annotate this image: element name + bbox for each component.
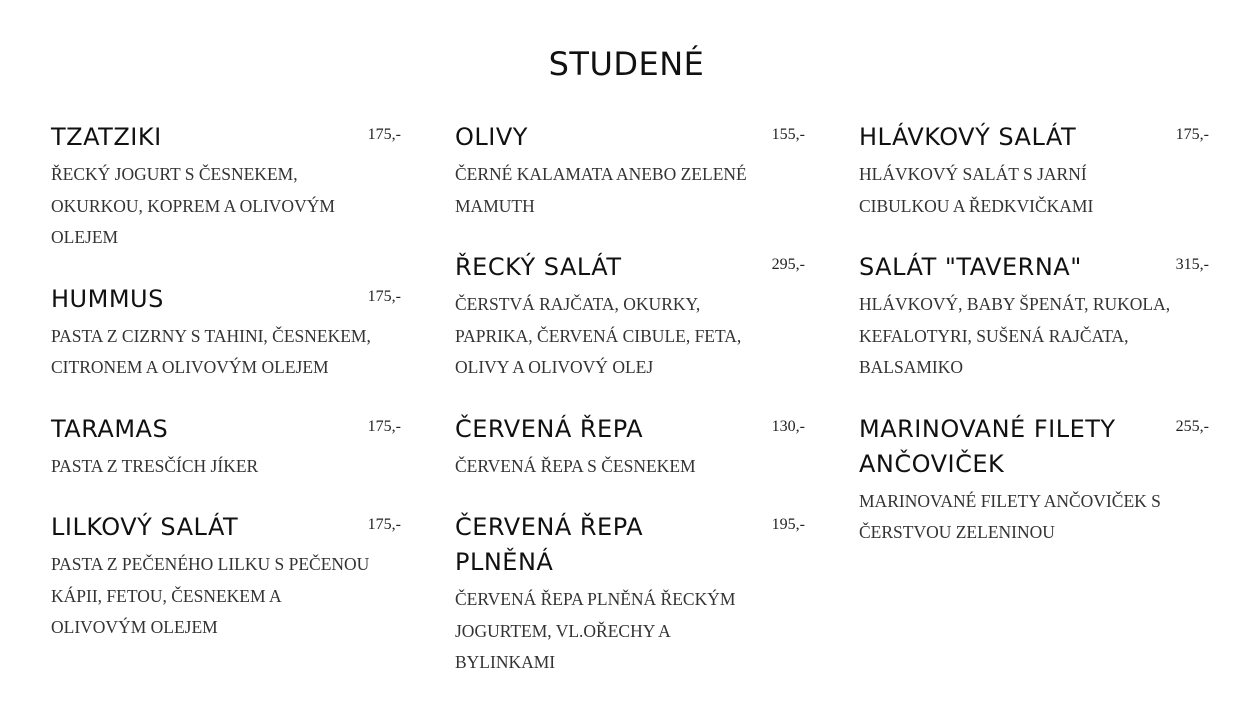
- item-name: HUMMUS: [51, 284, 164, 313]
- menu-item: [455, 412, 815, 483]
- item-description: ŘECKÝ JOGURT S ČESNEKEM, OKURKOU, KOPREM A OLIVOVÝM OLEJEM: [51, 164, 335, 247]
- menu-item: [455, 120, 815, 222]
- menu-item: [859, 412, 1219, 549]
- item-description: ČERVENÁ ŘEPA PLNĚNÁ ŘECKÝM JOGURTEM, VL.OŘECHY A BYLINKAMI: [455, 589, 736, 672]
- section-title: STUDENÉ: [548, 45, 705, 84]
- item-description: HLÁVKOVÝ, BABY ŠPENÁT, RUKOLA, KEFALOTYRI, SUŠENÁ RAJČATA, BALSAMIKO: [859, 294, 1171, 377]
- item-name: ŘECKÝ SALÁT: [455, 253, 622, 281]
- item-description: PASTA Z CIZRNY S TAHINI, ČESNEKEM, CITRONEM A OLIVOVÝM OLEJEM: [51, 325, 371, 377]
- item-price: 175,-: [367, 516, 401, 533]
- menu-item: [455, 250, 815, 384]
- item-description: ČERNÉ KALAMATA ANEBO ZELENÉ MAMUTH: [455, 164, 747, 216]
- menu-item: [51, 510, 411, 644]
- item-price: 315,-: [1175, 256, 1209, 273]
- item-description: HLÁVKOVÝ SALÁT S JARNÍ CIBULKOU A ŘEDKVIČKAMI: [859, 164, 1094, 216]
- menu-item: [455, 510, 815, 679]
- item-name: TZATZIKI: [51, 123, 162, 151]
- menu-item: [859, 120, 1219, 222]
- item-price: 295,-: [771, 256, 805, 273]
- menu-column-3: [859, 120, 1219, 577]
- menu-column-1: [51, 120, 411, 672]
- item-price: 175,-: [367, 417, 401, 435]
- item-name: ČERVENÁ ŘEPA: [455, 414, 644, 443]
- item-price: 155,-: [771, 126, 805, 143]
- item-name: ČERVENÁ ŘEPA PLNĚNÁ: [455, 513, 644, 576]
- item-price: 255,-: [1175, 417, 1209, 435]
- item-price: 195,-: [771, 516, 805, 533]
- item-description: PASTA Z TRESČÍCH JÍKER: [51, 455, 259, 476]
- menu-item: [51, 412, 411, 483]
- item-price: 175,-: [367, 287, 401, 305]
- item-name: SALÁT "TAVERNA": [859, 253, 1082, 281]
- item-price: 130,-: [771, 417, 805, 435]
- item-name: MARINOVANÉ FILETY ANČOVIČEK: [859, 414, 1116, 478]
- item-name: LILKOVÝ SALÁT: [51, 513, 239, 541]
- item-price: 175,-: [367, 126, 401, 143]
- menu-item: [859, 250, 1219, 384]
- item-name: OLIVY: [455, 123, 528, 151]
- menu-item: [51, 282, 411, 384]
- menu-column-2: [455, 120, 815, 707]
- item-description: ČERVENÁ ŘEPA S ČESNEKEM: [455, 455, 696, 476]
- menu-item: [51, 120, 411, 254]
- item-price: 175,-: [1175, 126, 1209, 143]
- item-name: TARAMAS: [51, 414, 169, 443]
- item-description: PASTA Z PEČENÉHO LILKU S PEČENOU KÁPII, FETOU, ČESNEKEM A OLIVOVÝM OLEJEM: [51, 554, 370, 637]
- item-description: ČERSTVÁ RAJČATA, OKURKY, PAPRIKA, ČERVENÁ CIBULE, FETA, OLIVY A OLIVOVÝ OLEJ: [455, 294, 742, 377]
- item-description: MARINOVANÉ FILETY ANČOVIČEK S ČERSTVOU ZELENINOU: [859, 490, 1161, 542]
- item-name: HLÁVKOVÝ SALÁT: [859, 123, 1077, 151]
